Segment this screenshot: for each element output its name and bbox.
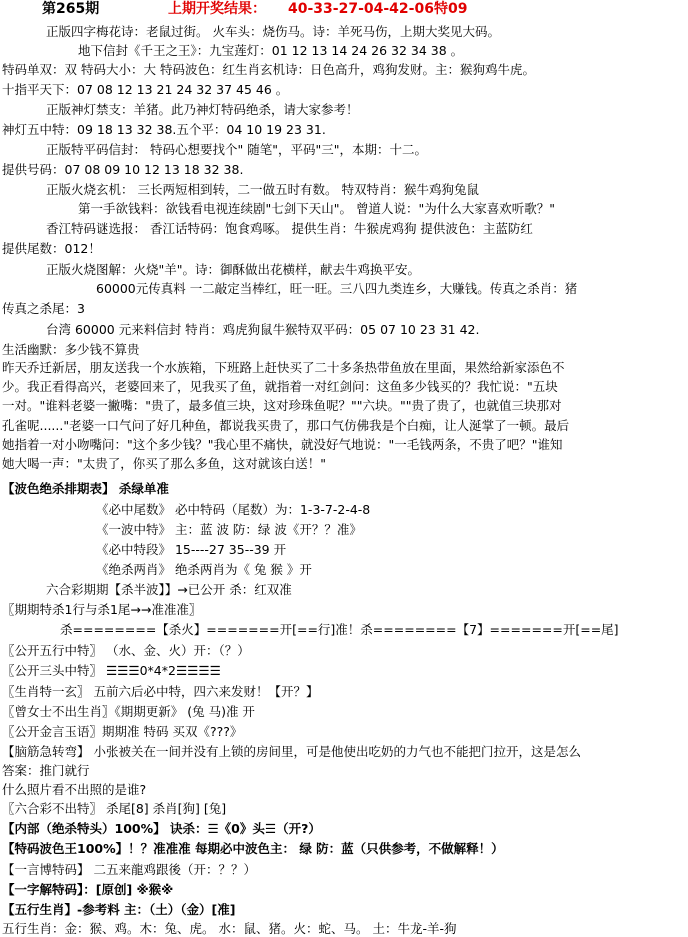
text-line: 〖六合彩不出特〗 杀尾[8] 杀肖[狗] [兔] [2, 801, 227, 816]
text-line: 特码单双：双 特码大小：大 特码波色：红生肖玄机诗：日色高升，鸡狗发财。主：猴狗鸡牛虎。 [2, 62, 535, 77]
text-line: 少。我正看得高兴，老婆回来了，见我买了鱼，就指着一对红剑问：这鱼多少钱买的？我忙说："五块 [2, 379, 558, 394]
issue-number: 第265期 [42, 1, 100, 17]
text-line: 生活幽默：多少钱不算贵 [2, 342, 140, 357]
text-line: 杀========【杀火】=======开[==行]准！杀========【7】=======开[==尾] [60, 622, 619, 637]
text-line: 【内部（绝杀特头）100%】 诀杀：☰《0》头☰（开?） [2, 821, 321, 836]
text-line: 昨天乔迁新居，朋友送我一个水族箱，下班路上赶快买了二十多条热带鱼放在里面，果然给新家添色不 [2, 360, 565, 375]
text-line: 〖公开金言玉语〗期期准 特码 买双《???》 [2, 724, 243, 739]
text-line: 提供号码：07 08 09 10 12 13 18 32 38. [2, 162, 244, 177]
text-line: 神灯五中特：09 18 13 32 38.五个平：04 10 19 23 31. [2, 122, 326, 137]
text-line: 她指着一对小吻嘴问："这个多少钱？"我心里不痛快，就没好气地说："一毛钱两条，不贵了吧？"谁知 [2, 437, 563, 452]
text-line: 答案：推门就行 [2, 763, 90, 778]
text-line: 【一言博特码】 二五来龍鸡跟後（开：？？） [2, 862, 256, 877]
text-line: 〖曾女士不出生肖〗《期期更新》 (兔 马)准 开 [2, 704, 255, 719]
text-line: 【五行生肖】-参考料 主：（土）（金）[准] [2, 902, 236, 917]
text-line: 第一手欲钱料：欲钱看电视连续剧"七剑下天山"。 曾道人说："为什么大家喜欢听歌？" [78, 201, 555, 216]
text-line: 六合彩期期【杀半波】】→已公开 杀：红双准 [46, 582, 292, 597]
text-line: 传真之杀尾：3 [2, 301, 85, 316]
text-line: 〖生肖特一玄〗 五前六后必中特，四六来发财！【开？】 [2, 684, 319, 699]
text-line: 她大喝一声："太贵了，你买了那么多鱼，这对就该白送！" [2, 456, 327, 471]
text-line: 什么照片看不出照的是谁? [2, 782, 147, 797]
text-line: 正版火烧玄机： 三长两短相到转，二一做五时有数。 特双特肖：猴牛鸡狗兔鼠 [46, 182, 479, 197]
text-line: 【波色绝杀排期表】 杀绿单准 [2, 481, 169, 496]
text-line: 台湾 60000 元来料信封 特肖：鸡虎狗鼠牛猴特双平码：05 07 10 23 31 42. [46, 322, 480, 337]
text-line: 《必中特段》 15----27 35--39 开 [96, 542, 287, 557]
text-line: 正版特平码信封： 特码心想要找个" 随笔"，平码"三"，本期：十二。 [46, 142, 427, 157]
text-line: 〖公开三头中特〗 ☰☰☰0*4*2☰☰☰☰ [2, 663, 221, 678]
last-result-numbers: 40-33-27-04-42-06特09 [288, 1, 468, 17]
text-line: 《必中尾数》 必中特码（尾数）为：1-3-7-2-4-8 [96, 502, 371, 517]
text-line: 提供尾数：012！ [2, 241, 101, 256]
text-line: 香江特码谜选报： 香江话特码：饱食鸡啄。 提供生肖：牛猴虎鸡狗 提供波色：主蓝防红 [46, 221, 533, 236]
text-line: 《绝杀两肖》 绝杀两肖为《 兔 猴 》开 [96, 562, 312, 577]
text-line: 正版四字梅花诗：老鼠过街。 火车头：烧伤马。诗：羊死马伤，上期大奖见大码。 [46, 24, 500, 39]
text-line: 〖公开五行中特〗 （水、金、火）开：（？） [2, 643, 250, 658]
text-line: 五行生肖：金：猴、鸡。木：兔、虎。 水：鼠、猪。火：蛇、马。 土：牛龙-羊-狗 [2, 921, 457, 936]
text-line: 一对。"谁料老婆一撇嘴："贵了，最多值三块，这对珍珠鱼呢？""六块。""贵了贵了，也就值三块那对 [2, 398, 562, 413]
text-line: 《一波中特》 主：蓝 波 防：绿 波《开？？准》 [96, 522, 362, 537]
text-line: 60000元传真料 一二敲定当棒红，旺一旺。三八四九类连乡，大赚钱。传真之杀肖：猪 [96, 281, 578, 296]
text-line: 〖期期特杀1行与杀1尾→→准准准〗 [2, 602, 202, 617]
last-result-label: 上期开奖结果： [168, 1, 266, 17]
text-line: 正版神灯禁支：羊猪。此乃神灯特码绝杀，请大家参考！ [46, 102, 359, 117]
text-line: 【一字解特码】：[原创] ※猴※ [2, 882, 174, 897]
text-line: 正版火烧图解：火烧"羊"。诗：御酥做出花横样，献去牛鸡换平安。 [46, 262, 421, 277]
text-line: 十指平天下：07 08 12 13 21 24 32 37 45 46 。 [2, 82, 289, 97]
text-line: 【特码波色王100%】！？准准准 每期必中波色主： 绿 防：蓝（只供参考，不做解释！） [2, 841, 504, 856]
text-line: 【脑筋急转弯】 小张被关在一间并没有上锁的房间里，可是他使出吃奶的力气也不能把门拉开，这是怎么 [2, 744, 581, 759]
text-line: 孔雀呢......"老婆一口气问了好几种鱼，都说我买贵了，那口气仿佛我是个白痴，让人涎掌了一顿。最后 [2, 418, 570, 433]
text-line: 地下信封《千王之王》：九宝莲灯：01 12 13 14 24 26 32 34 38 。 [78, 43, 464, 58]
